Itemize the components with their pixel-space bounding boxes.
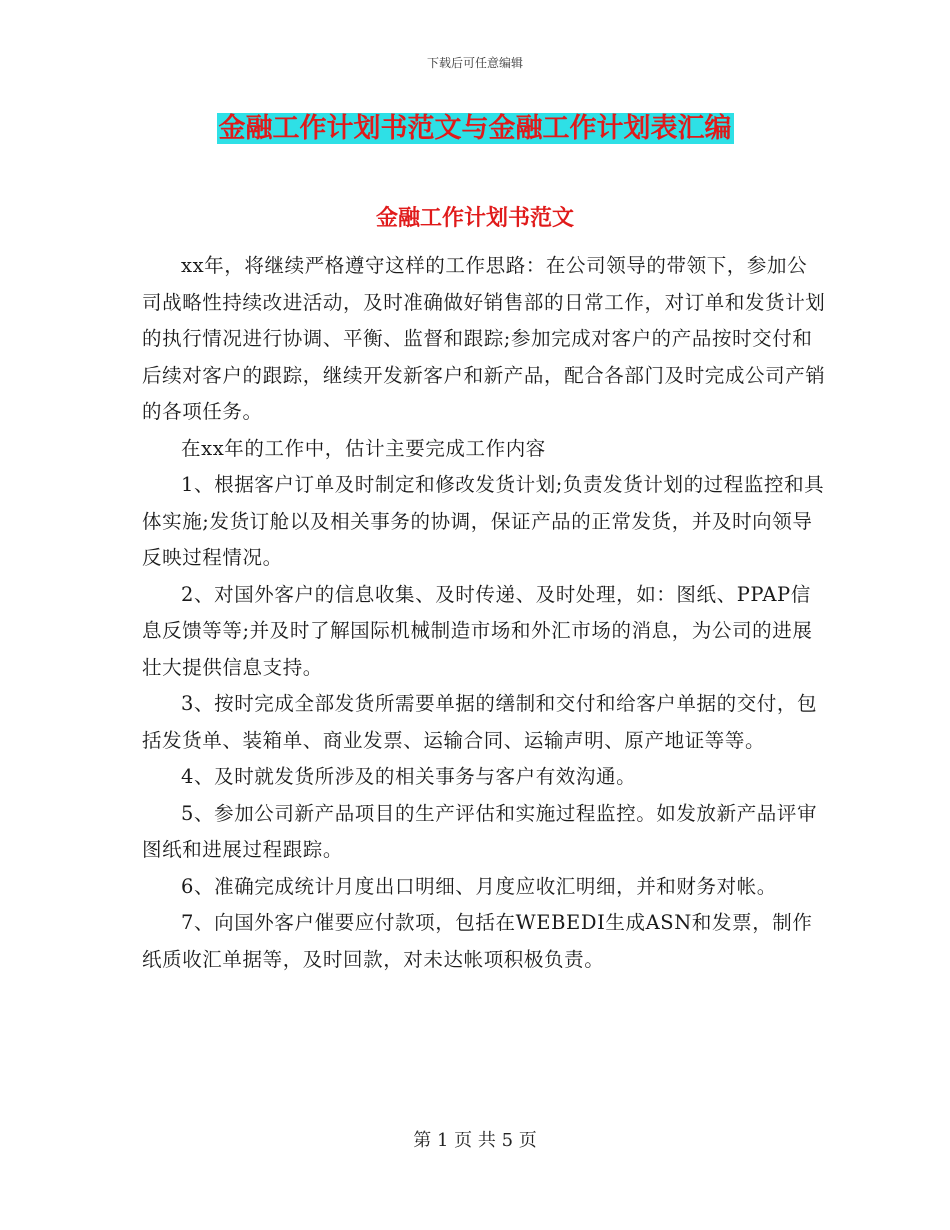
paragraph-item-3: 3、按时完成全部发货所需要单据的缮制和交付和给客户单据的交付，包括发货单、装箱单、商业发票、运输合同、运输声明、原产地证等等。 bbox=[142, 692, 818, 752]
document-body bbox=[142, 248, 827, 978]
paragraph-item-2: 2、对国外客户的信息收集、及时传递、及时处理，如：图纸、PPAP信息反馈等等;并及时了解国际机械制造市场和外汇市场的消息，为公司的进展壮大提供信息支持。 bbox=[142, 582, 813, 679]
paragraph-item-7: 7、向国外客户催要应付款项，包括在WEBEDI生成ASN和发票，制作纸质收汇单据等，及时回款，对未达帐项积极负责。 bbox=[142, 911, 813, 971]
paragraph-intro: xx年，将继续严格遵守这样的工作思路：在公司领导的带领下，参加公司战略性持续改进活动，及时准确做好销售部的日常工作，对订单和发货计划的执行情况进行协调、平衡、监督和跟踪;参加完成对客户的产品按时交付和后续对客户的跟踪，继续开发新客户和新产品，配合各部门及时完成公司产销的各项任务。 bbox=[142, 254, 826, 423]
paragraph-item-4: 4、及时就发货所涉及的相关事务与客户有效沟通。 bbox=[181, 765, 637, 788]
paragraph-item-6: 6、准确完成统计月度出口明细、月度应收汇明细，并和财务对帐。 bbox=[181, 874, 777, 898]
section-title: 金融工作计划书范文 bbox=[375, 206, 574, 231]
page-footer: 第 1 页 共 5 页 bbox=[413, 1130, 537, 1151]
paragraph-lead: 在xx年的工作中，估计主要完成工作内容 bbox=[181, 436, 546, 460]
document-title-text: 金融工作计划书范文与金融工作计划表汇编 bbox=[218, 113, 732, 144]
header-note: 下载后可任意编辑 bbox=[426, 56, 523, 70]
document-title bbox=[0, 112, 950, 146]
paragraph-item-1: 1、根据客户订单及时制定和修改发货计划;负责发货计划的过程监控和具体实施;发货订舱以及相关事务的协调，保证产品的正常发货，并及时向领导反映过程情况。 bbox=[142, 473, 825, 569]
paragraph-item-5: 5、参加公司新产品项目的生产评估和实施过程监控。如发放新产品评审图纸和进展过程跟踪。 bbox=[142, 801, 818, 861]
